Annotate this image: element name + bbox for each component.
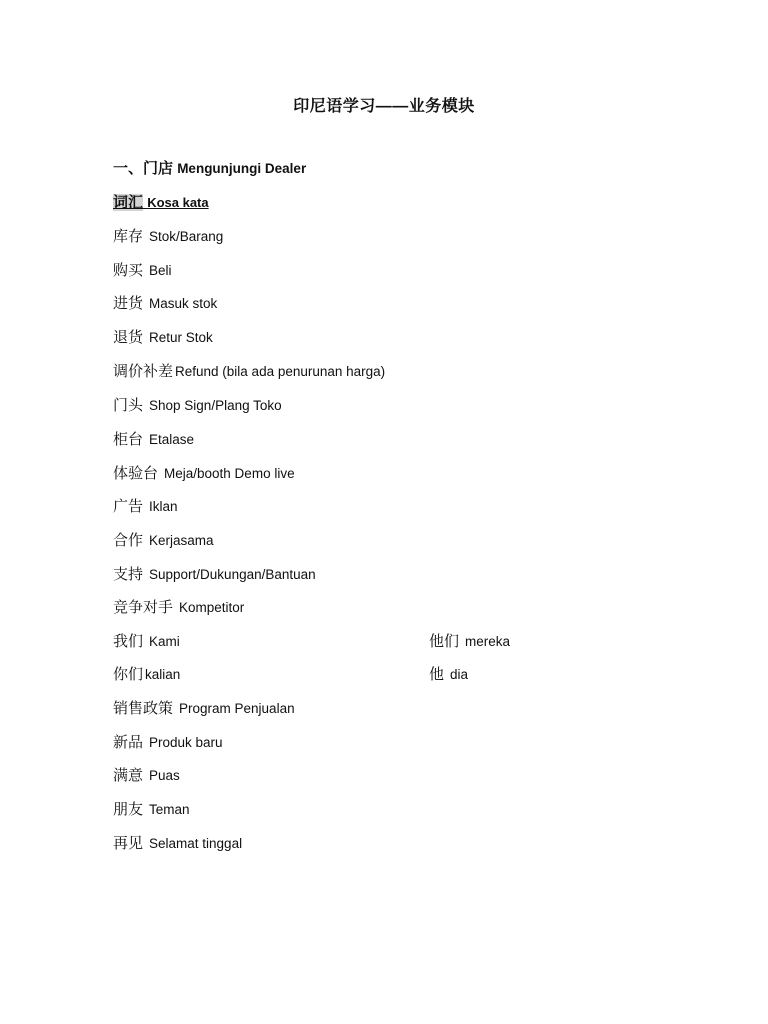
vocab-heading-zh: 词汇 [113, 194, 144, 211]
entry-id: kalian [145, 667, 181, 682]
vocab-entry [113, 428, 194, 449]
vocab-entry [113, 326, 213, 347]
entry-id: Selamat tinggal [149, 836, 243, 851]
vocab-entry [113, 259, 172, 280]
vocab-entry [113, 663, 180, 684]
entry-id: Etalase [149, 432, 195, 447]
vocab-entry [113, 798, 190, 819]
entry-id: Iklan [149, 499, 178, 514]
entry-zh: 体验台 [113, 465, 159, 482]
vocab-entry [113, 563, 316, 584]
entry-id: Beli [149, 263, 172, 278]
entry-zh: 朋友 [113, 801, 144, 818]
vocab-entry [113, 495, 178, 516]
entry-zh: 他们 [429, 633, 460, 650]
vocab-entry [113, 529, 214, 550]
vocab-entry [113, 462, 295, 483]
vocab-entry-side [429, 630, 510, 651]
vocab-heading [113, 191, 209, 212]
entry-zh: 广告 [113, 498, 144, 515]
vocab-entry [113, 764, 180, 785]
entry-id: Retur Stok [149, 330, 213, 345]
vocab-entry [113, 731, 223, 752]
entry-id: Program Penjualan [179, 701, 295, 716]
vocab-entry [113, 596, 244, 617]
entry-zh: 新品 [113, 734, 144, 751]
entry-id: dia [450, 667, 469, 682]
entry-id: mereka [465, 634, 511, 649]
entry-zh: 销售政策 [113, 700, 174, 717]
vocab-entry [113, 697, 295, 718]
entry-zh: 你们 [113, 666, 144, 683]
entry-zh: 合作 [113, 532, 144, 549]
vocab-heading-id: Kosa kata [147, 195, 209, 210]
vocab-entry [113, 292, 217, 313]
entry-zh: 门头 [113, 397, 144, 414]
entry-zh: 竞争对手 [113, 599, 174, 616]
entry-id: Masuk stok [149, 296, 218, 311]
entry-id: Puas [149, 768, 180, 783]
entry-zh: 我们 [113, 633, 144, 650]
entry-zh: 他 [429, 666, 445, 683]
entry-id: Kerjasama [149, 533, 214, 548]
entry-id: Shop Sign/Plang Toko [149, 398, 282, 413]
entry-zh: 再见 [113, 835, 144, 852]
section-heading-id: Mengunjungi Dealer [177, 161, 307, 176]
entry-zh: 柜台 [113, 431, 144, 448]
entry-zh: 购买 [113, 262, 144, 279]
vocab-entry [113, 832, 242, 853]
entry-id: Refund (bila ada penurunan harga) [175, 364, 386, 379]
entry-id: Teman [149, 802, 190, 817]
entry-id: Meja/booth Demo live [164, 466, 295, 481]
vocab-entry [113, 225, 223, 246]
entry-id: Produk baru [149, 735, 223, 750]
vocab-entry [113, 394, 282, 415]
section-heading [113, 157, 306, 178]
vocab-entry [113, 630, 180, 651]
entry-zh: 退货 [113, 329, 144, 346]
entry-zh: 调价补差 [113, 363, 174, 380]
entry-id: Support/Dukungan/Bantuan [149, 567, 316, 582]
section-heading-zh: 一、门店 [113, 160, 174, 177]
entry-zh: 支持 [113, 566, 144, 583]
document-title: 印尼语学习——业务模块 [293, 98, 475, 115]
entry-zh: 库存 [113, 228, 144, 245]
vocab-entry-side [429, 663, 468, 684]
entry-id: Kompetitor [179, 600, 245, 615]
entry-id: Stok/Barang [149, 229, 224, 244]
entry-zh: 满意 [113, 767, 144, 784]
entry-id: Kami [149, 634, 180, 649]
entry-zh: 进货 [113, 295, 144, 312]
vocab-entry [113, 360, 385, 381]
